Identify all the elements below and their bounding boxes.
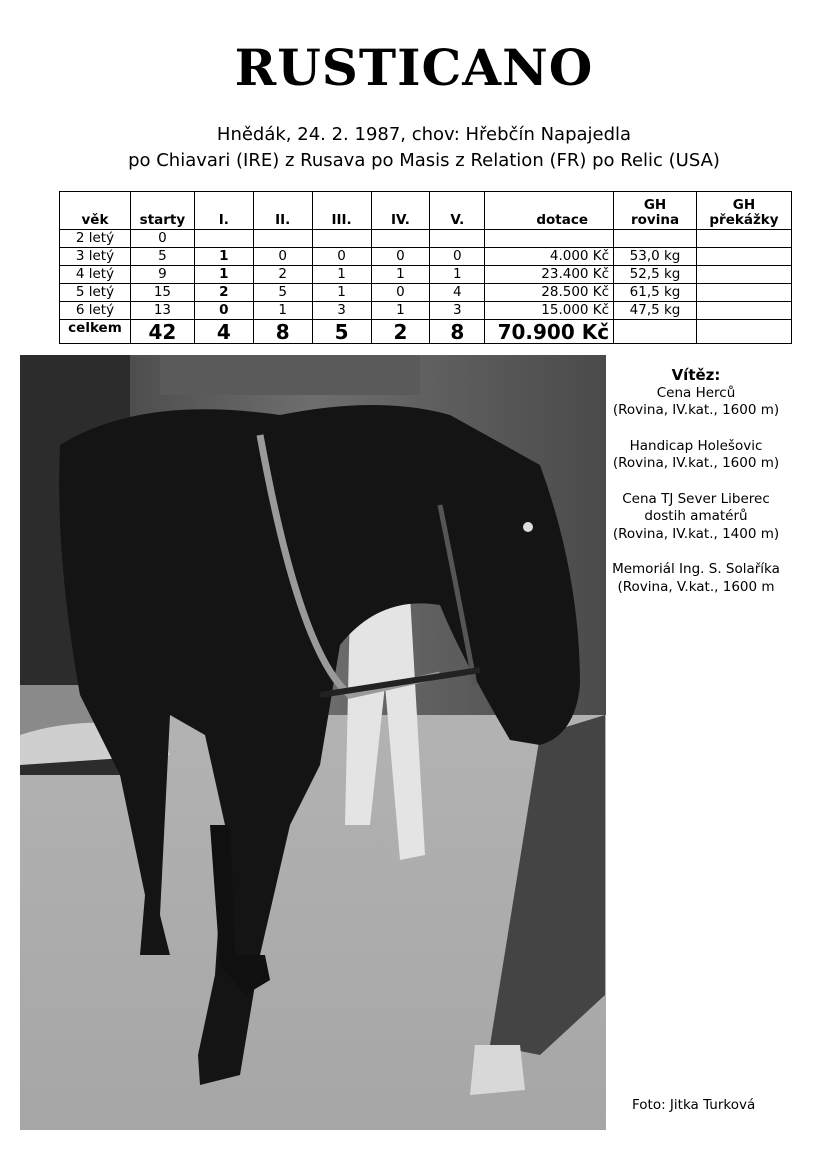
table-cell-p1: 1 xyxy=(194,248,253,266)
table-cell-p3: 1 xyxy=(312,284,371,302)
table-total-row xyxy=(60,320,792,344)
table-cell-age: 2 letý xyxy=(60,230,131,248)
table-cell-prize: 23.400 Kč xyxy=(485,266,614,284)
table-row xyxy=(60,284,792,302)
race-details: (Rovina, IV.kat., 1600 m) xyxy=(612,455,780,471)
total-fifth: 8 xyxy=(430,320,485,344)
table-row xyxy=(60,230,792,248)
table-cell-p4: 0 xyxy=(371,284,430,302)
table-cell-prize: 15.000 Kč xyxy=(485,302,614,320)
racing-record-table xyxy=(59,191,792,344)
table-cell-age: 6 letý xyxy=(60,302,131,320)
table-cell-starts: 0 xyxy=(130,230,194,248)
race-name: Cena Herců xyxy=(656,384,736,401)
table-cell-gh-flat: 53,0 kg xyxy=(614,248,697,266)
table-cell-p2: 1 xyxy=(253,302,312,320)
winner-entry xyxy=(606,561,786,596)
table-cell-gh-flat: 52,5 kg xyxy=(614,266,697,284)
col-header-prize: dotace xyxy=(485,192,614,230)
table-cell-p3: 3 xyxy=(312,302,371,320)
total-label: celkem xyxy=(60,320,131,344)
col-header-third: III. xyxy=(312,192,371,230)
col-header-fourth: IV. xyxy=(371,192,430,230)
table-cell-p3 xyxy=(312,230,371,248)
table-cell-p4: 0 xyxy=(371,248,430,266)
table-cell-gh-jump xyxy=(696,230,791,248)
winner-entry xyxy=(606,438,786,473)
race-details: (Rovina, IV.kat., 1400 m) xyxy=(612,525,780,542)
table-header-row xyxy=(60,192,792,230)
horse-details: Hnědák, 24. 2. 1987, chov: Hřebčín Napajedla xyxy=(216,124,632,145)
total-first: 4 xyxy=(194,320,253,344)
page-title: RUSTICANO xyxy=(234,38,594,97)
total-second: 8 xyxy=(253,320,312,344)
table-cell-p1: 1 xyxy=(194,266,253,284)
total-gh-jump xyxy=(696,320,791,344)
table-cell-gh-flat: 61,5 kg xyxy=(614,284,697,302)
table-cell-age: 4 letý xyxy=(60,266,131,284)
table-cell-p1: 2 xyxy=(194,284,253,302)
winner-heading: Vítěz: xyxy=(671,366,721,384)
table-cell-starts: 15 xyxy=(130,284,194,302)
table-cell-starts: 9 xyxy=(130,266,194,284)
table-cell-starts: 13 xyxy=(130,302,194,320)
table-cell-gh-jump xyxy=(696,284,791,302)
race-name: Cena TJ Sever Liberec xyxy=(622,490,770,507)
table-cell-p2 xyxy=(253,230,312,248)
col-header-age: věk xyxy=(60,192,131,230)
total-fourth: 2 xyxy=(371,320,430,344)
table-cell-gh-jump xyxy=(696,302,791,320)
table-cell-prize xyxy=(485,230,614,248)
table-cell-gh-jump xyxy=(696,266,791,284)
race-subtitle: dostih amatérů xyxy=(644,508,748,524)
race-details: (Rovina, IV.kat., 1600 m) xyxy=(612,402,780,418)
horse-photo-illustration xyxy=(20,355,606,1130)
total-gh-flat xyxy=(614,320,697,344)
pedigree-line: po Chiavari (IRE) z Rusava po Masis z Relation (FR) po Relic (USA) xyxy=(128,150,720,171)
table-cell-p5: 0 xyxy=(430,248,485,266)
table-cell-gh-flat: 47,5 kg xyxy=(614,302,697,320)
col-header-gh-jump: GH překážky xyxy=(696,192,791,230)
table-cell-p2: 0 xyxy=(253,248,312,266)
table-row xyxy=(60,266,792,284)
table-cell-age: 5 letý xyxy=(60,284,131,302)
horse-photo xyxy=(20,355,606,1130)
total-third: 5 xyxy=(312,320,371,344)
col-header-first: I. xyxy=(194,192,253,230)
table-cell-p1: 0 xyxy=(194,302,253,320)
winner-list xyxy=(606,367,786,614)
race-name: Handicap Holešovic xyxy=(629,437,763,454)
table-cell-prize: 4.000 Kč xyxy=(485,248,614,266)
table-cell-p3: 0 xyxy=(312,248,371,266)
table-cell-p5: 4 xyxy=(430,284,485,302)
table-cell-p5 xyxy=(430,230,485,248)
table-row xyxy=(60,302,792,320)
table-cell-p5: 3 xyxy=(430,302,485,320)
race-name: Memoriál Ing. S. Solaříka xyxy=(612,561,780,577)
table-cell-age: 3 letý xyxy=(60,248,131,266)
table-cell-p1 xyxy=(194,230,253,248)
table-cell-p3: 1 xyxy=(312,266,371,284)
table-cell-gh-flat xyxy=(614,230,697,248)
table-cell-p4: 1 xyxy=(371,302,430,320)
table-cell-prize: 28.500 Kč xyxy=(485,284,614,302)
photo-credit: Foto: Jitka Turková xyxy=(632,1097,756,1113)
table-cell-p4 xyxy=(371,230,430,248)
col-header-gh-flat: GH rovina xyxy=(614,192,697,230)
table-cell-p5: 1 xyxy=(430,266,485,284)
total-prize: 70.900 Kč xyxy=(485,320,614,344)
race-details: (Rovina, V.kat., 1600 m xyxy=(617,578,775,595)
col-header-starts: starty xyxy=(130,192,194,230)
table-cell-p2: 2 xyxy=(253,266,312,284)
table-cell-p2: 5 xyxy=(253,284,312,302)
col-header-fifth: V. xyxy=(430,192,485,230)
table-row xyxy=(60,248,792,266)
table-cell-gh-jump xyxy=(696,248,791,266)
table-cell-starts: 5 xyxy=(130,248,194,266)
winner-entry xyxy=(606,385,786,420)
total-starts: 42 xyxy=(130,320,194,344)
winner-entry xyxy=(606,491,786,544)
table-cell-p4: 1 xyxy=(371,266,430,284)
col-header-second: II. xyxy=(253,192,312,230)
